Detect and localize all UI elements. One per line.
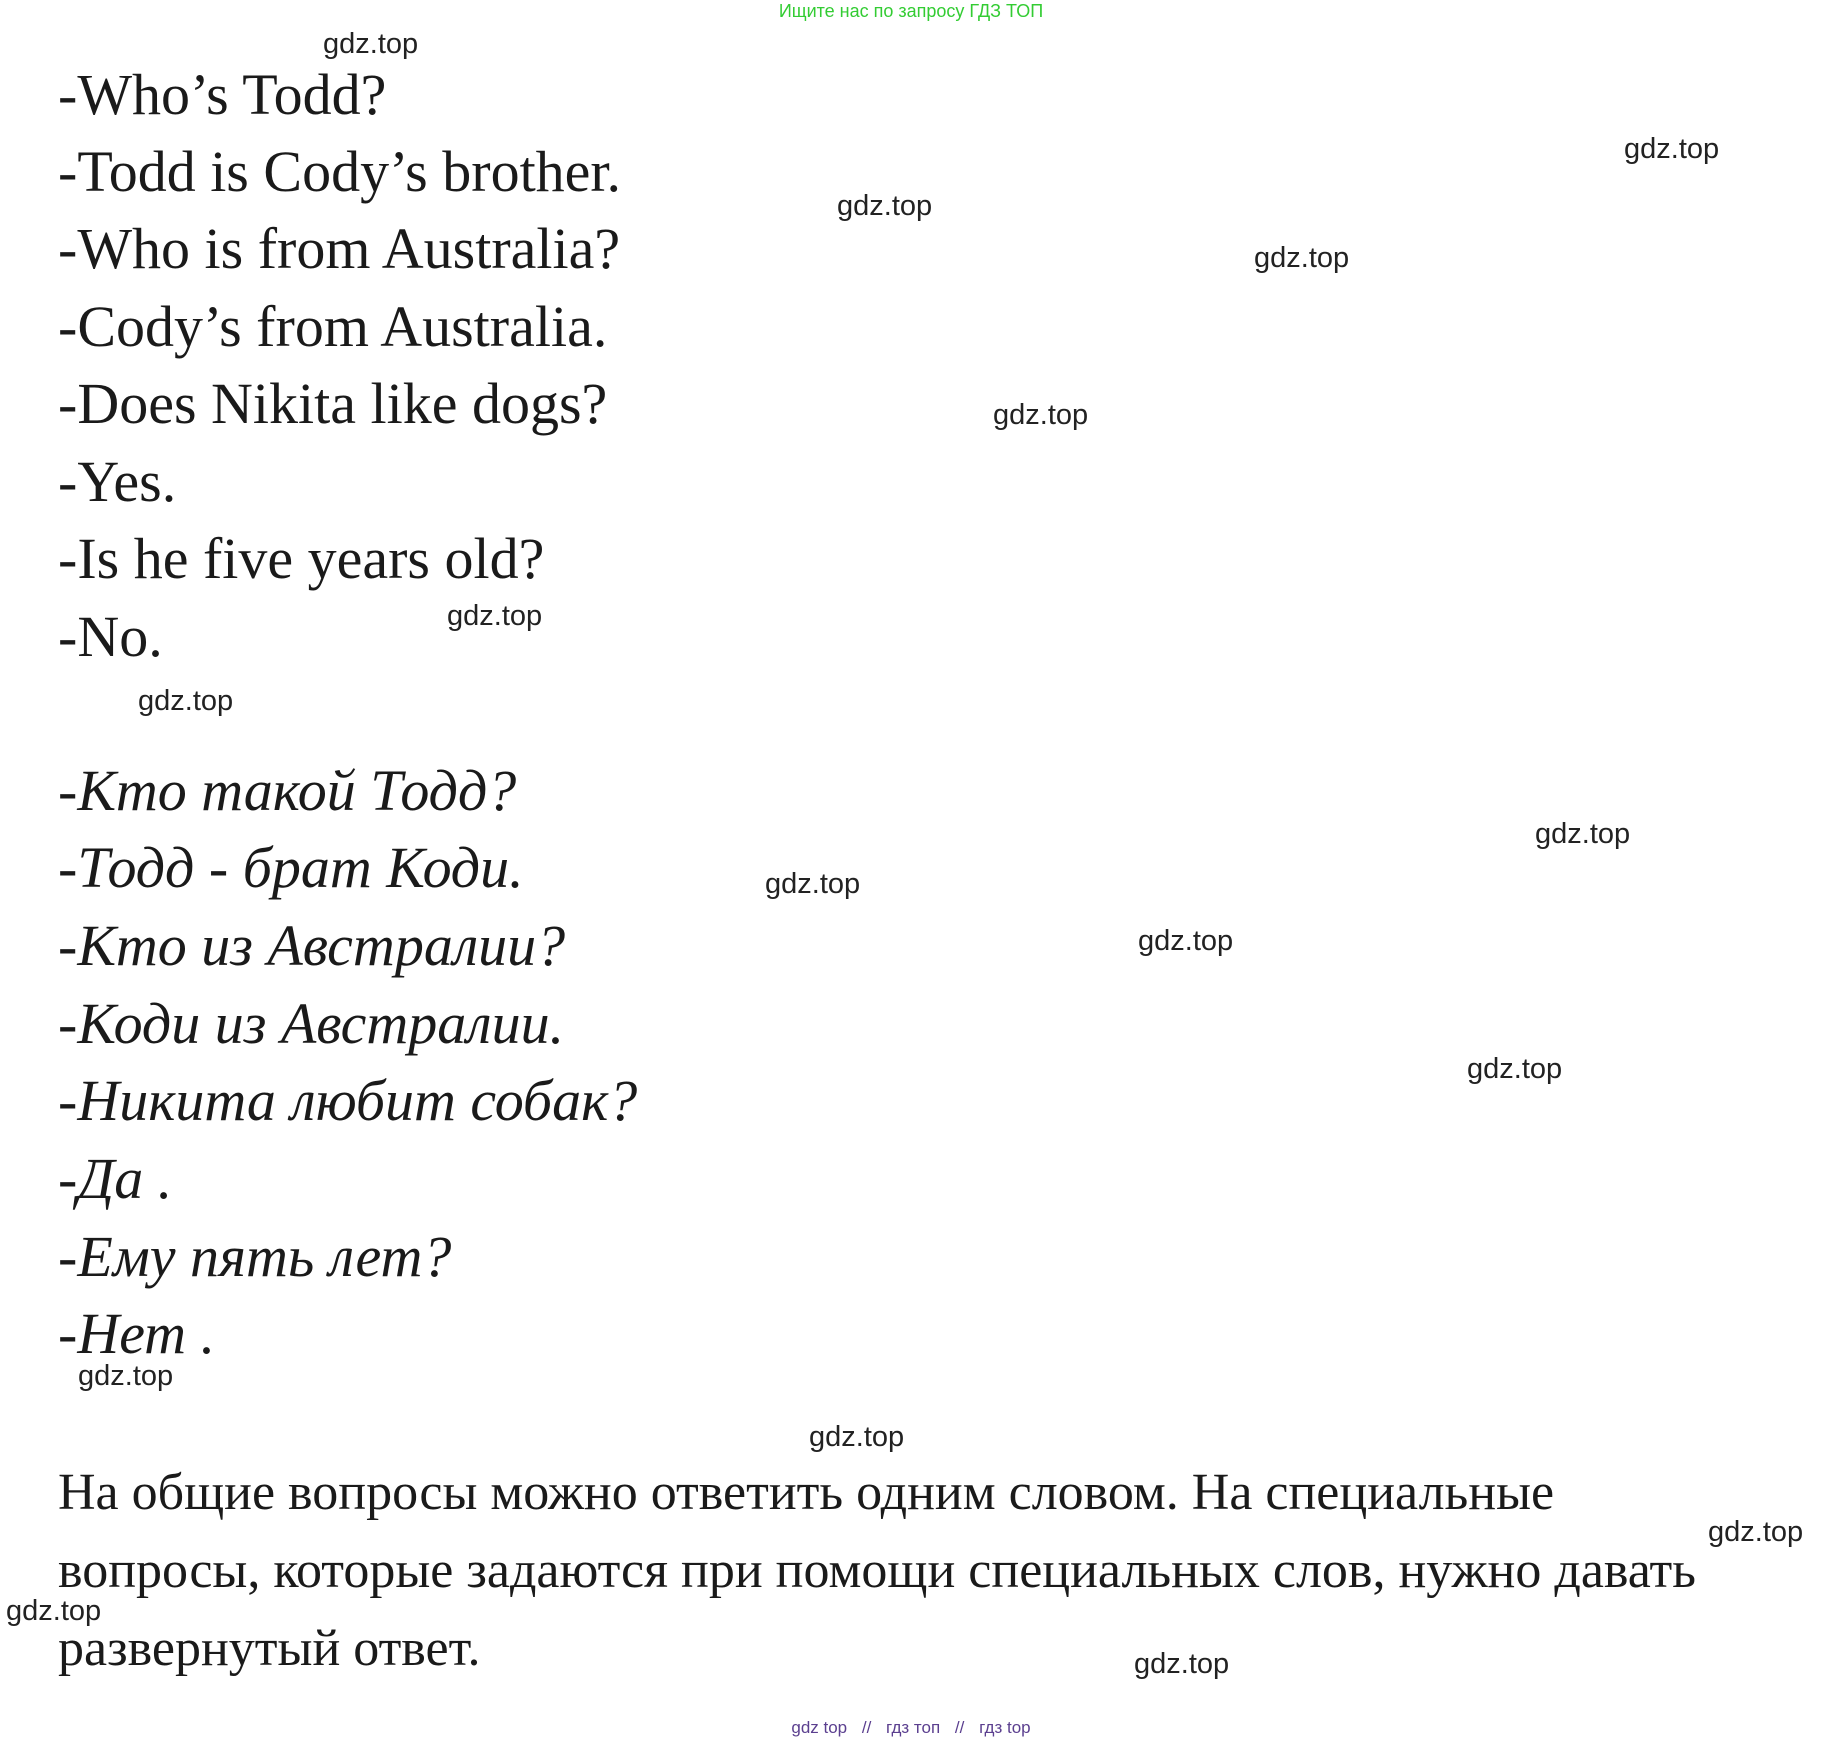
watermark: gdz.top: [1254, 242, 1350, 274]
footer-link-gdz-top[interactable]: gdz top: [791, 1718, 848, 1737]
dialogue-en-line-3: -Who is from Australia?: [58, 216, 621, 281]
footer-separator: //: [861, 1718, 872, 1737]
dialogue-ru-line-8: -Нет .: [58, 1301, 216, 1366]
footer-link-gdz-top-mixed[interactable]: гдз top: [979, 1718, 1031, 1737]
watermark: gdz.top: [1708, 1516, 1804, 1548]
dialogue-en-line-5: -Does Nikita like dogs?: [58, 371, 608, 436]
dialogue-ru-line-3: -Кто из Австралии?: [58, 913, 566, 978]
watermark: gdz.top: [1138, 925, 1234, 957]
dialogue-en-line-6: -Yes.: [58, 449, 177, 514]
watermark: gdz.top: [1535, 818, 1631, 850]
footer-links: [0, 1718, 1822, 1738]
dialogue-ru-line-2: -Тодд - брат Коди.: [58, 835, 524, 900]
watermark: gdz.top: [765, 868, 861, 900]
watermark: gdz.top: [993, 399, 1089, 431]
watermark: gdz.top: [809, 1421, 905, 1453]
dialogue-en-line-1: -Who’s Todd?: [58, 62, 387, 127]
watermark: gdz.top: [323, 28, 419, 60]
watermark: gdz.top: [837, 190, 933, 222]
dialogue-ru-line-4: -Коди из Австралии.: [58, 991, 565, 1056]
watermark: gdz.top: [1467, 1053, 1563, 1085]
dialogue-en-line-7: -Is he five years old?: [58, 526, 545, 591]
footer-link-gdz-top-ru[interactable]: гдз топ: [886, 1718, 941, 1737]
dialogue-ru-line-5: -Никита любит собак?: [58, 1068, 638, 1133]
watermark: gdz.top: [1624, 133, 1720, 165]
watermark: gdz.top: [447, 600, 543, 632]
watermark: gdz.top: [78, 1360, 174, 1392]
dialogue-en-line-4: -Cody’s from Australia.: [58, 294, 608, 359]
dialogue-en-line-8: -No.: [58, 604, 163, 669]
watermark: gdz.top: [138, 685, 234, 717]
dialogue-en-line-2: -Todd is Cody’s brother.: [58, 139, 622, 204]
dialogue-ru-line-6: -Да .: [58, 1146, 173, 1211]
footer-separator: //: [954, 1718, 965, 1737]
top-banner: Ищите нас по запросу ГДЗ ТОП: [778, 1, 1044, 21]
watermark: gdz.top: [1134, 1648, 1230, 1680]
watermark: gdz.top: [6, 1595, 102, 1627]
dialogue-ru-line-7: -Ему пять лет?: [58, 1224, 452, 1289]
dialogue-ru-line-1: -Кто такой Тодд?: [58, 758, 517, 823]
explanation-paragraph: На общие вопросы можно ответить одним словом. На специальные вопросы, которые задаются при помощи специальных слов, нужно давать развернутый ответ.: [58, 1464, 1696, 1677]
